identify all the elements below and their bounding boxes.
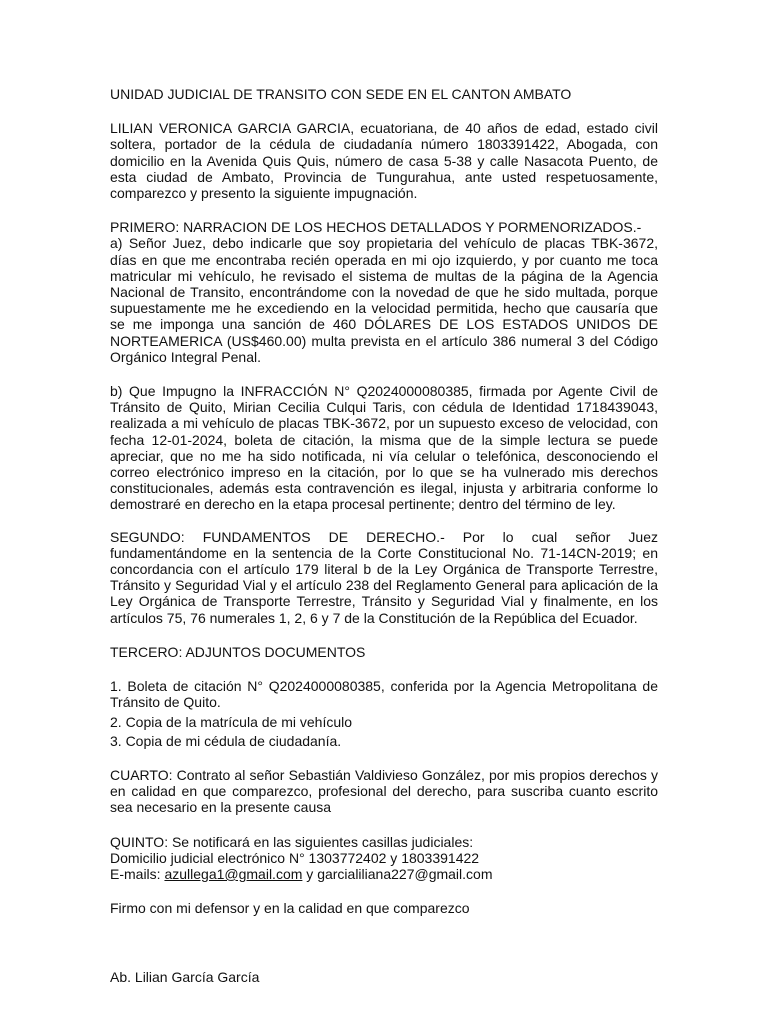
intro-paragraph: LILIAN VERONICA GARCIA GARCIA, ecuatoriana, de 40 años de edad, estado civil soltera, portador de la cédula de ciudadanía número 1803391422, Abogada, con domicilio en la Avenida Quis Quis, número de casa 5-38 y calle Nasacota Puento, de esta ciudad de Ambato, Provincia de Tungurahua, ante usted respetuosamente, comparezco y presento la siguiente impugnación. (110, 120, 658, 202)
attachment-item-1: 1. Boleta de citación N° Q2024000080385, conferida por la Agencia Metropolitana de Tránsito de Quito. (110, 678, 658, 711)
email-link-1[interactable]: azullega1@gmail.com (164, 865, 303, 882)
quinto-title: QUINTO: Se notificará en las siguientes casillas judiciales: (110, 833, 474, 850)
primero-paragraph-b: b) Que Impugno la INFRACCIÓN N° Q2024000080385, firmada por Agente Civil de Tránsito de Quito, Mirian Cecilia Culqui Taris, con cédula de Identidad 1718439043, realizada a mi vehículo de placas TBK-3672, por un supuesto exceso de velocidad, con fecha 12-01-2024, boleta de citación, la misma que de la simple lectura se puede apreciar, que no me ha sido notificada, ni vía celular o telefónica, desconociendo el correo electrónico impreso en la citación, por lo que se ha vulnerado mis derechos constitucionales, además esta contravención es ilegal, injusta y arbitraria conforme lo demostraré en derecho en la etapa procesal pertinente; dentro del término de ley. (110, 383, 658, 513)
firma-paragraph: Firmo con mi defensor y en la calidad en que comparezco (110, 900, 470, 917)
tercero-title: TERCERO: ADJUNTOS DOCUMENTOS (110, 643, 366, 660)
primero-title: PRIMERO: NARRACION DE LOS HECHOS DETALLADOS Y PORMENORIZADOS.- (110, 219, 642, 236)
quinto-emails (110, 866, 658, 882)
emails-label: E-mails: (110, 865, 165, 882)
segundo-paragraph: SEGUNDO: FUNDAMENTOS DE DERECHO.- Por lo cual señor Juez fundamentándome en la sentencia de la Corte Constitucional No. 71-14CN-2019; en concordancia con el artículo 179 literal b de la Ley Orgánica de Transporte Terrestre, Tránsito y Seguridad Vial y el artículo 238 del Reglamento General para aplicación de la Ley Orgánica de Transporte Terrestre, Tránsito y Seguridad Vial y finalmente, en los artículos 75, 76 numerales 1, 2, 6 y 7 de la Constitución de la República del Ecuador. (110, 528, 658, 626)
attachment-item-3: 3. Copia de mi cédula de ciudadanía. (110, 732, 342, 749)
document-page (110, 86, 658, 986)
emails-join: y (302, 865, 318, 882)
signature-name: Ab. Lilian García García (110, 969, 260, 986)
court-header: UNIDAD JUDICIAL DE TRANSITO CON SEDE EN EL CANTON AMBATO (110, 86, 572, 102)
primero-paragraph-a: a) Señor Juez, debo indicarle que soy propietaria del vehículo de placas TBK-3672, días en que me encontraba recién operada en mi ojo izquierdo, y por cuanto me toca matricular mi vehículo, he revisado el sistema de multas de la página de la Agencia Nacional de Transito, encontrándome con la novedad de que he sido multada, porque supuestamente me he excediendo en la velocidad permitida, hecho que causaría que se me imponga una sanción de 460 DÓLARES DE LOS ESTADOS UNIDOS DE NORTEAMERICA (US$460.00) multa prevista en el artículo 386 numeral 3 del Código Orgánico Integral Penal. (110, 235, 658, 365)
email-text-2: garcialiliana227@gmail.com (317, 865, 493, 882)
cuarto-paragraph: CUARTO: Contrato al señor Sebastián Valdivieso González, por mis propios derechos y en calidad en que comparezco, profesional del derecho, para suscriba cuanto escrito sea necesario en la presente causa (110, 766, 658, 816)
attachment-item-2: 2. Copia de la matrícula de mi vehículo (110, 713, 353, 730)
quinto-domicilio: Domicilio judicial electrónico N° 1303772402 y 1803391422 (110, 849, 480, 866)
